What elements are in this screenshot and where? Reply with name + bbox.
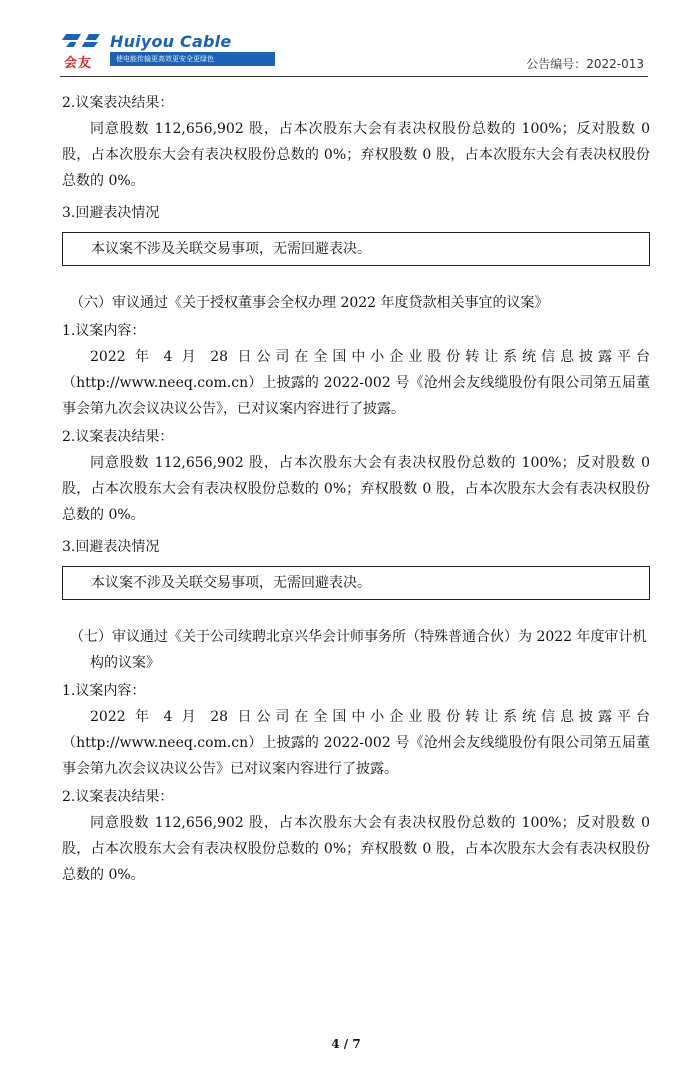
announcement-number: 公告编号：2022-013 [526, 57, 644, 71]
avoidance-heading: 3.回避表决情况 [62, 539, 160, 555]
header-divider [60, 76, 648, 77]
logo-english-text: Huiyou Cable [110, 32, 232, 51]
vote-result-text: 同意股数 112,656,902 股，占本次股东大会有表决权股份总数的 100%；反对股数 0 股，占本次股东大会有表决权股份总数的 0%；弃权股数 0 股，占本次股东大会有表决权股份总数的 0%。 [62, 815, 650, 883]
page-header [0, 0, 692, 80]
motion-content-heading: 1.议案内容： [62, 683, 146, 699]
logo-chinese-text: 会友 [64, 56, 93, 71]
avoidance-text: 本议案不涉及关联交易事项，无需回避表决。 [91, 241, 371, 257]
vote-result-text: 同意股数 112,656,902 股，占本次股东大会有表决权股份总数的 100%；反对股数 0 股，占本次股东大会有表决权股份总数的 0%；弃权股数 0 股，占本次股东大会有表决权股份总数的 0%。 [62, 455, 650, 523]
motion-content-text: 2022 年 4 月 28 日公司在全国中小企业股份转让系统信息披露平台（http://www.neeq.com.cn）上披露的 2022-002 号《沧州会友线缆股份有限公司第五届董事会第九次会议决议公告》已对议案内容进行了披露。 [62, 709, 650, 777]
document-body [62, 88, 650, 888]
motion-title-7: （七）审议通过《关于公司续聘北京兴华会计师事务所（特殊普通合伙）为 2022 年度审计机构的议案》 [70, 629, 647, 671]
page-number: 4 / 7 [331, 1037, 361, 1051]
avoidance-box [62, 232, 650, 266]
avoidance-box [62, 566, 650, 600]
vote-result-heading: 2.议案表决结果： [62, 789, 174, 805]
avoidance-text: 本议案不涉及关联交易事项，无需回避表决。 [91, 575, 371, 591]
company-logo [60, 32, 240, 72]
vote-result-heading: 2.议案表决结果： [62, 429, 174, 445]
motion-content-text: 2022 年 4 月 28 日公司在全国中小企业股份转让系统信息披露平台（http://www.neeq.com.cn）上披露的 2022-002 号《沧州会友线缆股份有限公司第五届董事会第九次会议决议公告》，已对议案内容进行了披露。 [62, 349, 650, 417]
vote-result-text: 同意股数 112,656,902 股，占本次股东大会有表决权股份总数的 100%；反对股数 0 股，占本次股东大会有表决权股份总数的 0%；弃权股数 0 股，占本次股东大会有表决权股份总数的 0%。 [62, 121, 650, 189]
motion-title-6: （六）审议通过《关于授权董事会全权办理 2022 年度贷款相关事宜的议案》 [70, 295, 549, 311]
vote-result-heading: 2.议案表决结果： [62, 95, 174, 111]
motion-content-heading: 1.议案内容： [62, 323, 146, 339]
avoidance-heading: 3.回避表决情况 [62, 205, 160, 221]
logo-tagline: 使电能传输更高效更安全更绿色 [110, 52, 275, 66]
